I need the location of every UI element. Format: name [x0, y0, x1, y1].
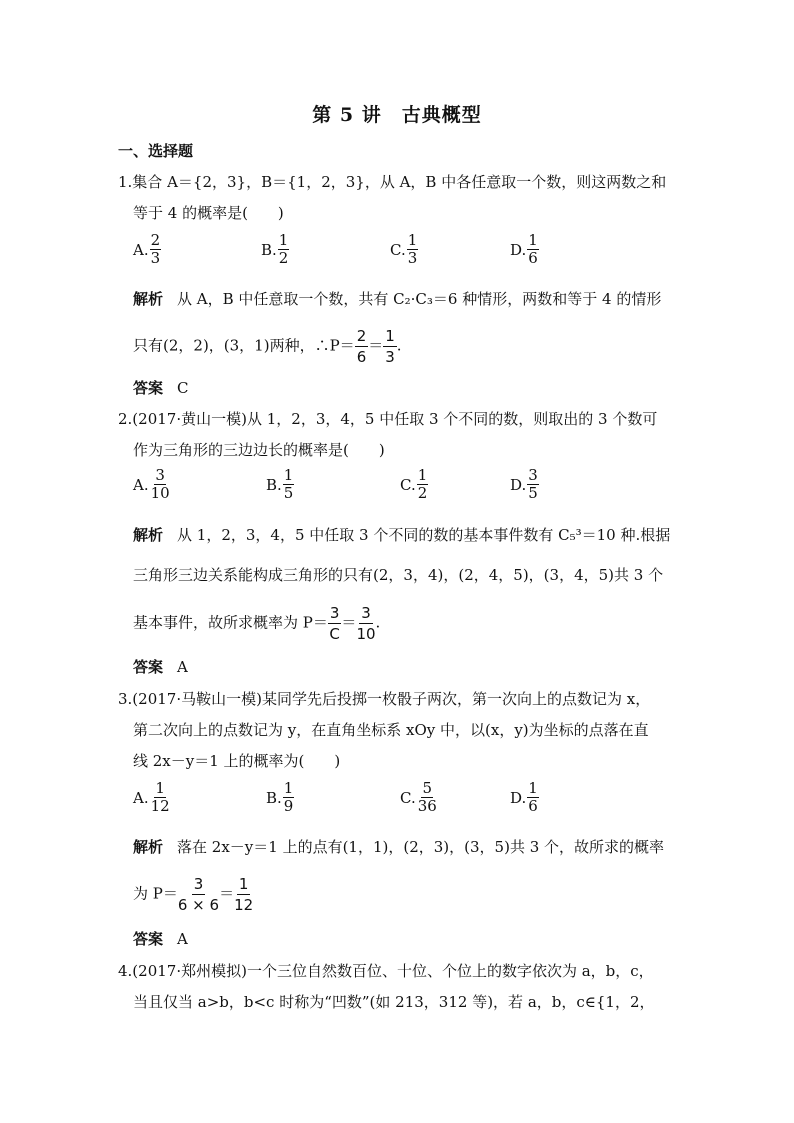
answer-label: 答案 [133, 379, 164, 397]
q1-option-d: D. $\frac{1}{6}$ [510, 231, 538, 267]
q3-line2: 第二次向上的点数记为 y，在直角坐标系 xOy 中，以(x，y)为坐标的点落在直 [133, 721, 649, 739]
q2-analysis-line2: 三角形三边关系能构成三角形的只有(2，3，4)，(2，4，5)，(3，4，5)共 3 个 [133, 566, 664, 584]
q4-line2: 当且仅当 a>b，b<c 时称为“凹数”(如 213，312 等)，若 a，b，c∈{1，2， [133, 993, 655, 1011]
q3-option-a: A. $\frac{1}{12}$ [133, 779, 170, 815]
q1-analysis-line1: 解析 从 A，B 中任意取一个数，共有 C₂·C₃＝6 种情形，两数和等于 4 的情形 [133, 290, 662, 308]
q4-line1: 4.(2017·郑州模拟)一个三位自然数百位、十位、个位上的数字依次为 a，b，c， [118, 962, 654, 980]
q2-analysis-line3: 基本事件，故所求概率为 P＝ $\frac{3}{C}$ ＝ $\frac{3}{10}$ . [133, 604, 381, 643]
page-title: 第 5 讲 古典概型 [312, 104, 482, 126]
q1-option-b: B. $\frac{1}{2}$ [261, 231, 289, 267]
q1-analysis-line2: 只有(2，2)，(3，1)两种，∴P＝ $\frac{2}{6}$ ＝ $\frac{1}{3}$ . [133, 327, 402, 366]
q3-line3: 线 2x－y＝1 上的概率为( ) [133, 752, 341, 770]
answer-label: 答案 [133, 658, 164, 676]
q2-answer: 答案 A [133, 658, 188, 676]
answer-label: 答案 [133, 930, 164, 948]
analysis-label: 解析 [133, 838, 164, 856]
section-heading: 一、选择题 [118, 142, 194, 160]
analysis-label: 解析 [133, 526, 164, 544]
q2-line2: 作为三角形的三边边长的概率是( ) [133, 441, 385, 459]
q2-analysis-line1: 解析 从 1，2，3，4，5 中任取 3 个不同的数的基本事件数有 C₅³＝10 种.根据 [133, 526, 671, 544]
q3-analysis-line1: 解析 落在 2x－y＝1 上的点有(1，1)，(2，3)，(3，5)共 3 个，故所求的概率 [133, 838, 665, 856]
q2-option-a: A. $\frac{3}{10}$ [133, 466, 170, 502]
q1-option-a: A. $\frac{2}{3}$ [133, 231, 161, 267]
q3-answer: 答案 A [133, 930, 188, 948]
q3-analysis-line2: 为 P＝ $\frac{3}{6 \times 6}$ ＝ $\frac{1}{12}$ [133, 875, 254, 914]
q3-option-d: D. $\frac{1}{6}$ [510, 779, 538, 815]
q1-option-c: C. $\frac{1}{3}$ [390, 231, 418, 267]
q2-option-c: C. $\frac{1}{2}$ [400, 466, 428, 502]
q3-line1: 3.(2017·马鞍山一模)某同学先后投掷一枚骰子两次，第一次向上的点数记为 x， [118, 690, 651, 708]
q1-line2: 等于 4 的概率是( ) [133, 204, 284, 222]
q1-answer: 答案 C [133, 379, 189, 397]
q2-line1: 2.(2017·黄山一模)从 1，2，3，4，5 中任取 3 个不同的数，则取出的 3 个数可 [118, 410, 658, 428]
q3-option-c: C. $\frac{5}{36}$ [400, 779, 437, 815]
q3-option-b: B. $\frac{1}{9}$ [266, 779, 294, 815]
q2-option-d: D. $\frac{3}{5}$ [510, 466, 538, 502]
analysis-label: 解析 [133, 290, 164, 308]
q1-line1: 1.集合 A＝{2，3}，B＝{1，2，3}，从 A，B 中各任意取一个数，则这两数之和 [118, 173, 667, 191]
q2-option-b: B. $\frac{1}{5}$ [266, 466, 294, 502]
